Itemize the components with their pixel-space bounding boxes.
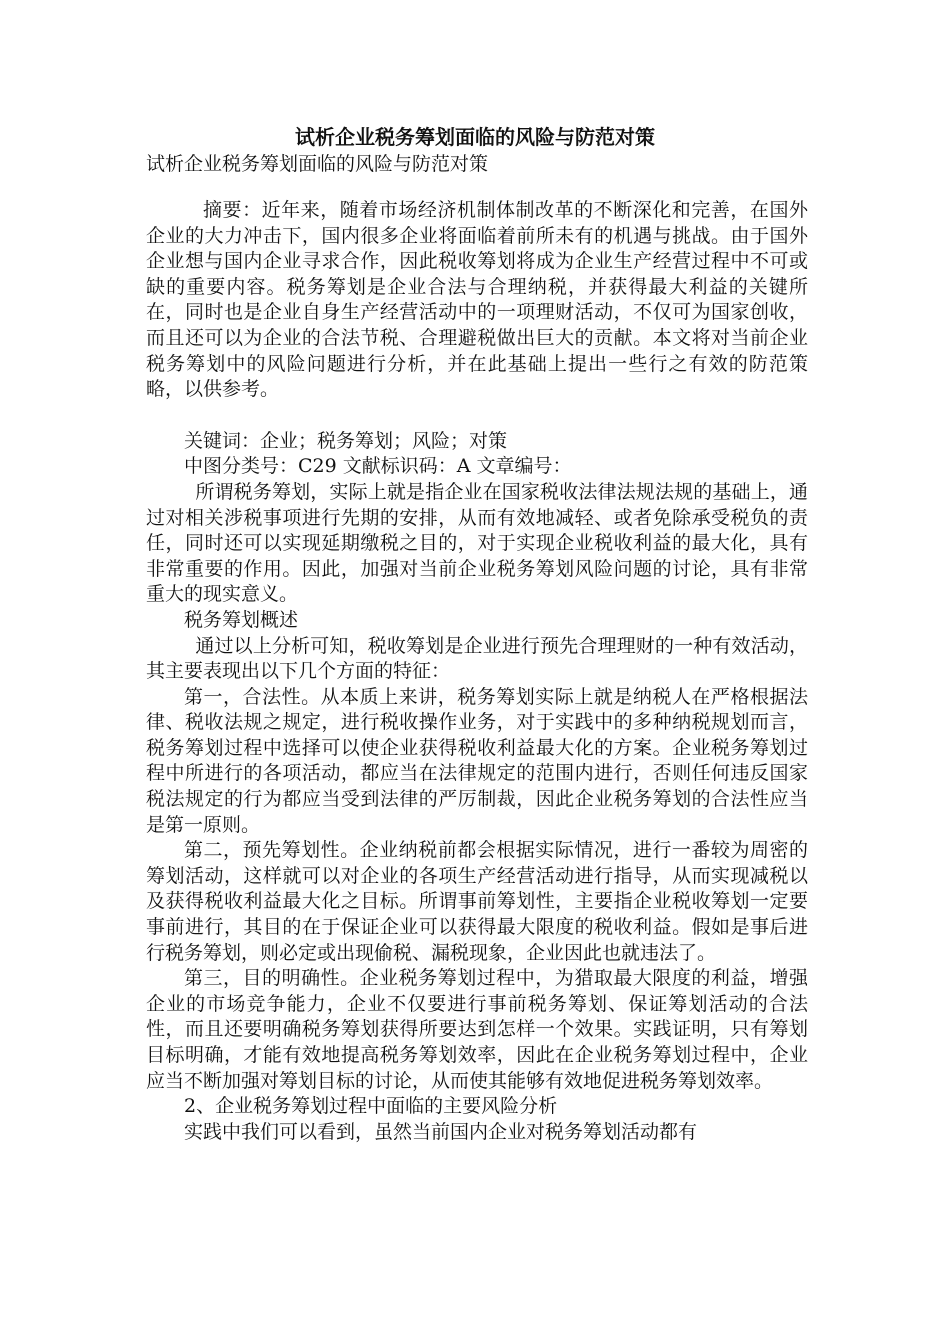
point-planning-paragraph: 第二，预先筹划性。企业纳税前都会根据实际情况，进行一番较为周密的筹划活动，这样就可以对企业的各项生产经营活动进行指导，从而实现减税以及获得税收利益最大化之目标。所谓事前筹划性，主要指企业税收筹划一定要事前进行，其目的在于保证企业可以获得最大限度的税收利益。假如是事后进行税务筹划，则必定或出现偷税、漏税现象，企业因此也就违法了。 — [146, 839, 808, 964]
point-purpose-paragraph: 第三，目的明确性。企业税务筹划过程中，为猎取最大限度的利益，增强企业的市场竞争能力，企业不仅要进行事前税务筹划、保证筹划活动的合法性，而且还要明确税务筹划获得所要达到怎样一个效果。实践证明，只有筹划目标明确，才能有效地提高税务筹划效率，因此在企业税务筹划过程中，企业应当不断加强对筹划目标的讨论，从而使其能够有效地促进税务筹划效率。 — [146, 967, 808, 1092]
section-heading-risks: 2、企业税务筹划过程中面临的主要风险分析 — [184, 1095, 558, 1118]
abstract-paragraph: 摘要：近年来，随着市场经济机制体制改革的不断深化和完善，在国外企业的大力冲击下，国内很多企业将面临着前所未有的机遇与挑战。由于国外企业想与国内企业寻求合作，因此税收筹划将成为企业生产经营过程中不可或缺的重要内容。税务筹划是企业合法与合理纳税，并获得最大利益的关键所在，同时也是企业自身生产经营活动中的一项理财活动，不仅可为国家创收，而且还可以为企业的合法节税、合理避税做出巨大的贡献。本文将对当前企业税务筹划中的风险问题进行分析，并在此基础上提出一些行之有效的防范策略，以供参考。 — [146, 199, 808, 401]
practice-paragraph: 实践中我们可以看到，虽然当前国内企业对税务筹划活动都有 — [184, 1120, 698, 1143]
keywords-line: 关键词：企业；税务筹划；风险；对策 — [184, 429, 508, 452]
overview-paragraph: 通过以上分析可知，税收筹划是企业进行预先合理理财的一种有效活动，其主要表现出以下几个方面的特征： — [146, 634, 808, 683]
point-legality-paragraph: 第一，合法性。从本质上来讲，税务筹划实际上就是纳税人在严格根据法律、税收法规之规定，进行税收操作业务，对于实践中的多种纳税规划而言，税务筹划过程中选择可以使企业获得税收利益最大化的方案。企业税务筹划过程中所进行的各项活动，都应当在法律规定的范围内进行，否则任何违反国家税法规定的行为都应当受到法律的严厉制裁，因此企业税务筹划的合法性应当是第一原则。 — [146, 685, 808, 836]
classification-line: 中图分类号：C29 文献标识码：A 文章编号： — [184, 455, 572, 478]
section-heading-overview: 税务筹划概述 — [184, 608, 299, 631]
document-body — [146, 198, 808, 1145]
spacer — [146, 403, 808, 429]
document-title: 试析企业税务筹划面临的风险与防范对策 — [295, 125, 655, 149]
intro-paragraph: 所谓税务筹划，实际上就是指企业在国家税收法律法规法规的基础上，通过对相关涉税事项进行先期的安排，从而有效地减轻、或者免除承受税负的责任，同时还可以实现延期缴税之目的，对于实现企业税收利益的最大化，具有非常重要的作用。因此，加强对当前企业税务筹划风险问题的讨论，具有非常重大的现实意义。 — [146, 480, 808, 606]
document-subtitle: 试析企业税务筹划面临的风险与防范对策 — [146, 153, 489, 175]
